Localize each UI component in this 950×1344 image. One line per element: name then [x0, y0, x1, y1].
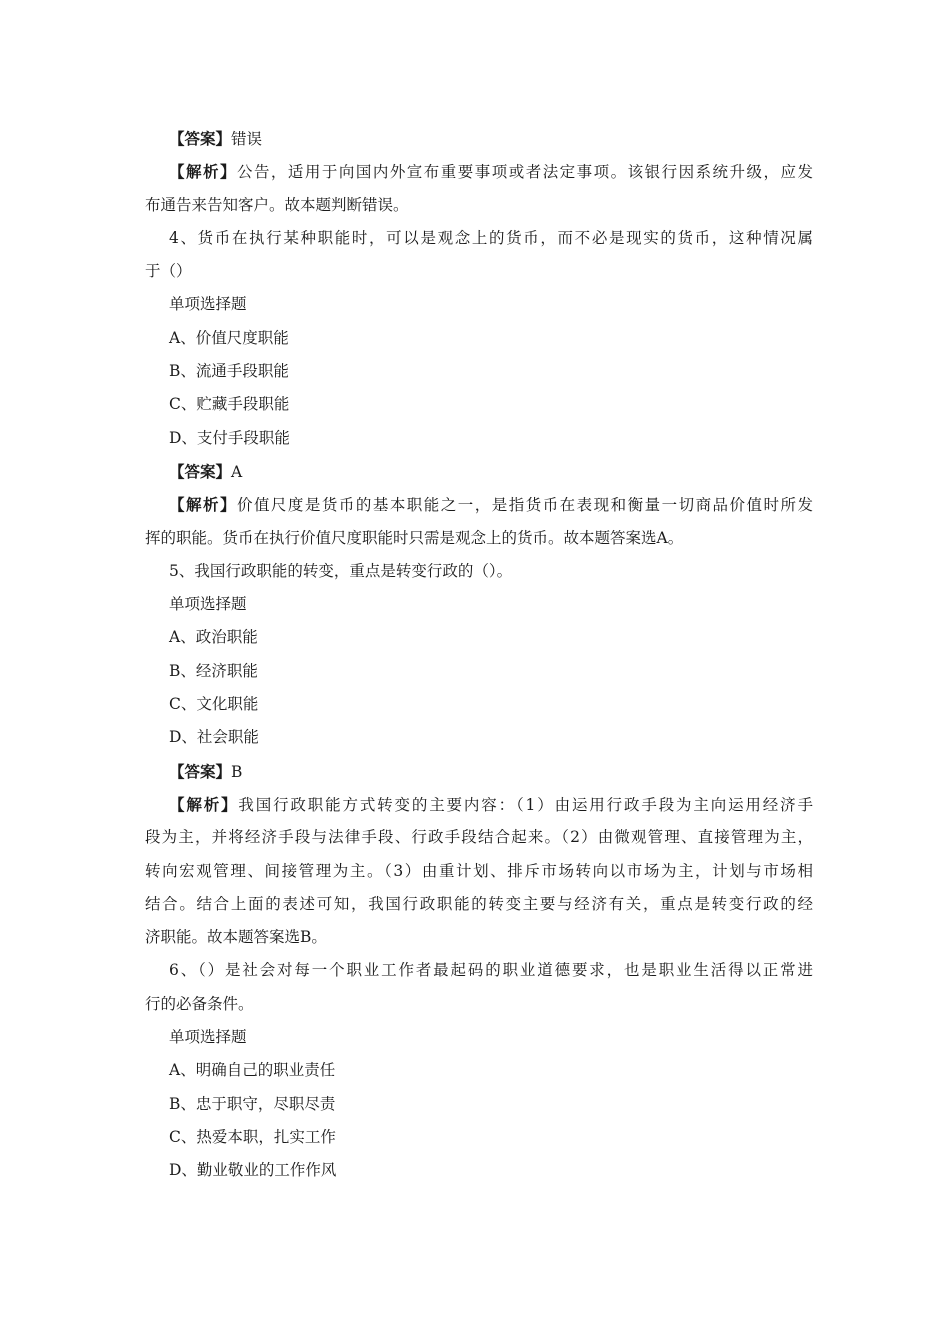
- q4-option-b: B、流通手段职能: [169, 362, 289, 381]
- answer-value: B: [231, 762, 243, 781]
- analysis-tag: 【解析】: [169, 495, 237, 515]
- q5-question-type: 单项选择题: [169, 595, 247, 614]
- q5-analysis-line3: 转向宏观管理、间接管理为主。（3）由重计划、排斥市场转向以市场为主，计划与市场相: [145, 861, 813, 880]
- q4-analysis-line1: [145, 488, 813, 521]
- q6-option-a: A、明确自己的职业责任: [169, 1061, 336, 1080]
- q5-stem-line1: 5、我国行政职能的转变，重点是转变行政的（）。: [169, 561, 513, 580]
- q5-answer: [145, 755, 813, 788]
- page-content: [145, 122, 813, 1188]
- q6-option-d: D、勤业敬业的工作作风: [169, 1161, 337, 1180]
- q3-analysis-line1: [145, 155, 813, 188]
- answer-value: A: [231, 462, 243, 481]
- q5-option-b: B、经济职能: [169, 661, 258, 680]
- analysis-text: 我国行政职能方式转变的主要内容：（1）由运用行政手段为主向运用经济手: [238, 795, 813, 814]
- q6-question-type: 单项选择题: [169, 1028, 247, 1047]
- q4-stem-line1: 4、货币在执行某种职能时，可以是观念上的货币，而不必是现实的货币，这种情况属: [169, 228, 813, 247]
- q3-analysis-line2: 布通告来告知客户。故本题判断错误。: [145, 195, 409, 214]
- q3-answer: [145, 122, 813, 155]
- q5-analysis-line2: 段为主，并将经济手段与法律手段、行政手段结合起来。（2）由微观管理、直接管理为主，: [145, 828, 813, 847]
- q5-option-a: A、政治职能: [169, 628, 258, 647]
- q6-option-c: C、热爱本职，扎实工作: [169, 1127, 336, 1146]
- q4-stem-line2: 于（）: [145, 262, 192, 281]
- q5-analysis-line1: [145, 788, 813, 821]
- q4-question-type: 单项选择题: [169, 295, 247, 314]
- answer-tag: 【答案】: [169, 129, 232, 148]
- q5-option-c: C、文化职能: [169, 695, 259, 714]
- q4-analysis-line2: 挥的职能。货币在执行价值尺度职能时只需是观念上的货币。故本题答案选A。: [145, 528, 684, 547]
- q6-option-b: B、忠于职守，尽职尽责: [169, 1094, 336, 1113]
- q4-option-c: C、贮藏手段职能: [169, 395, 290, 414]
- q4-option-a: A、价值尺度职能: [169, 328, 289, 347]
- analysis-text: 公告，适用于向国内外宣布重要事项或者法定事项。该银行因系统升级，应发: [236, 163, 813, 182]
- q4-answer: [145, 455, 813, 488]
- q5-analysis-line5: 济职能。故本题答案选B。: [145, 928, 327, 947]
- q5-option-d: D、社会职能: [169, 728, 259, 747]
- q6-stem-line2: 行的必备条件。: [145, 994, 254, 1013]
- q6-stem-line1: 6、（）是社会对每一个职业工作者最起码的职业道德要求，也是职业生活得以正常进: [169, 961, 813, 980]
- analysis-tag: 【解析】: [169, 794, 239, 814]
- answer-value: 错误: [231, 130, 263, 148]
- analysis-text: 价值尺度是货币的基本职能之一，是指货币在表现和衡量一切商品价值时所发: [236, 496, 813, 515]
- q5-analysis-line4: 结合。结合上面的表述可知，我国行政职能的转变主要与经济有关，重点是转变行政的经: [145, 894, 813, 913]
- answer-tag: 【答案】: [169, 761, 232, 781]
- analysis-tag: 【解析】: [169, 162, 237, 182]
- answer-tag: 【答案】: [169, 461, 232, 481]
- q4-option-d: D、支付手段职能: [169, 428, 290, 447]
